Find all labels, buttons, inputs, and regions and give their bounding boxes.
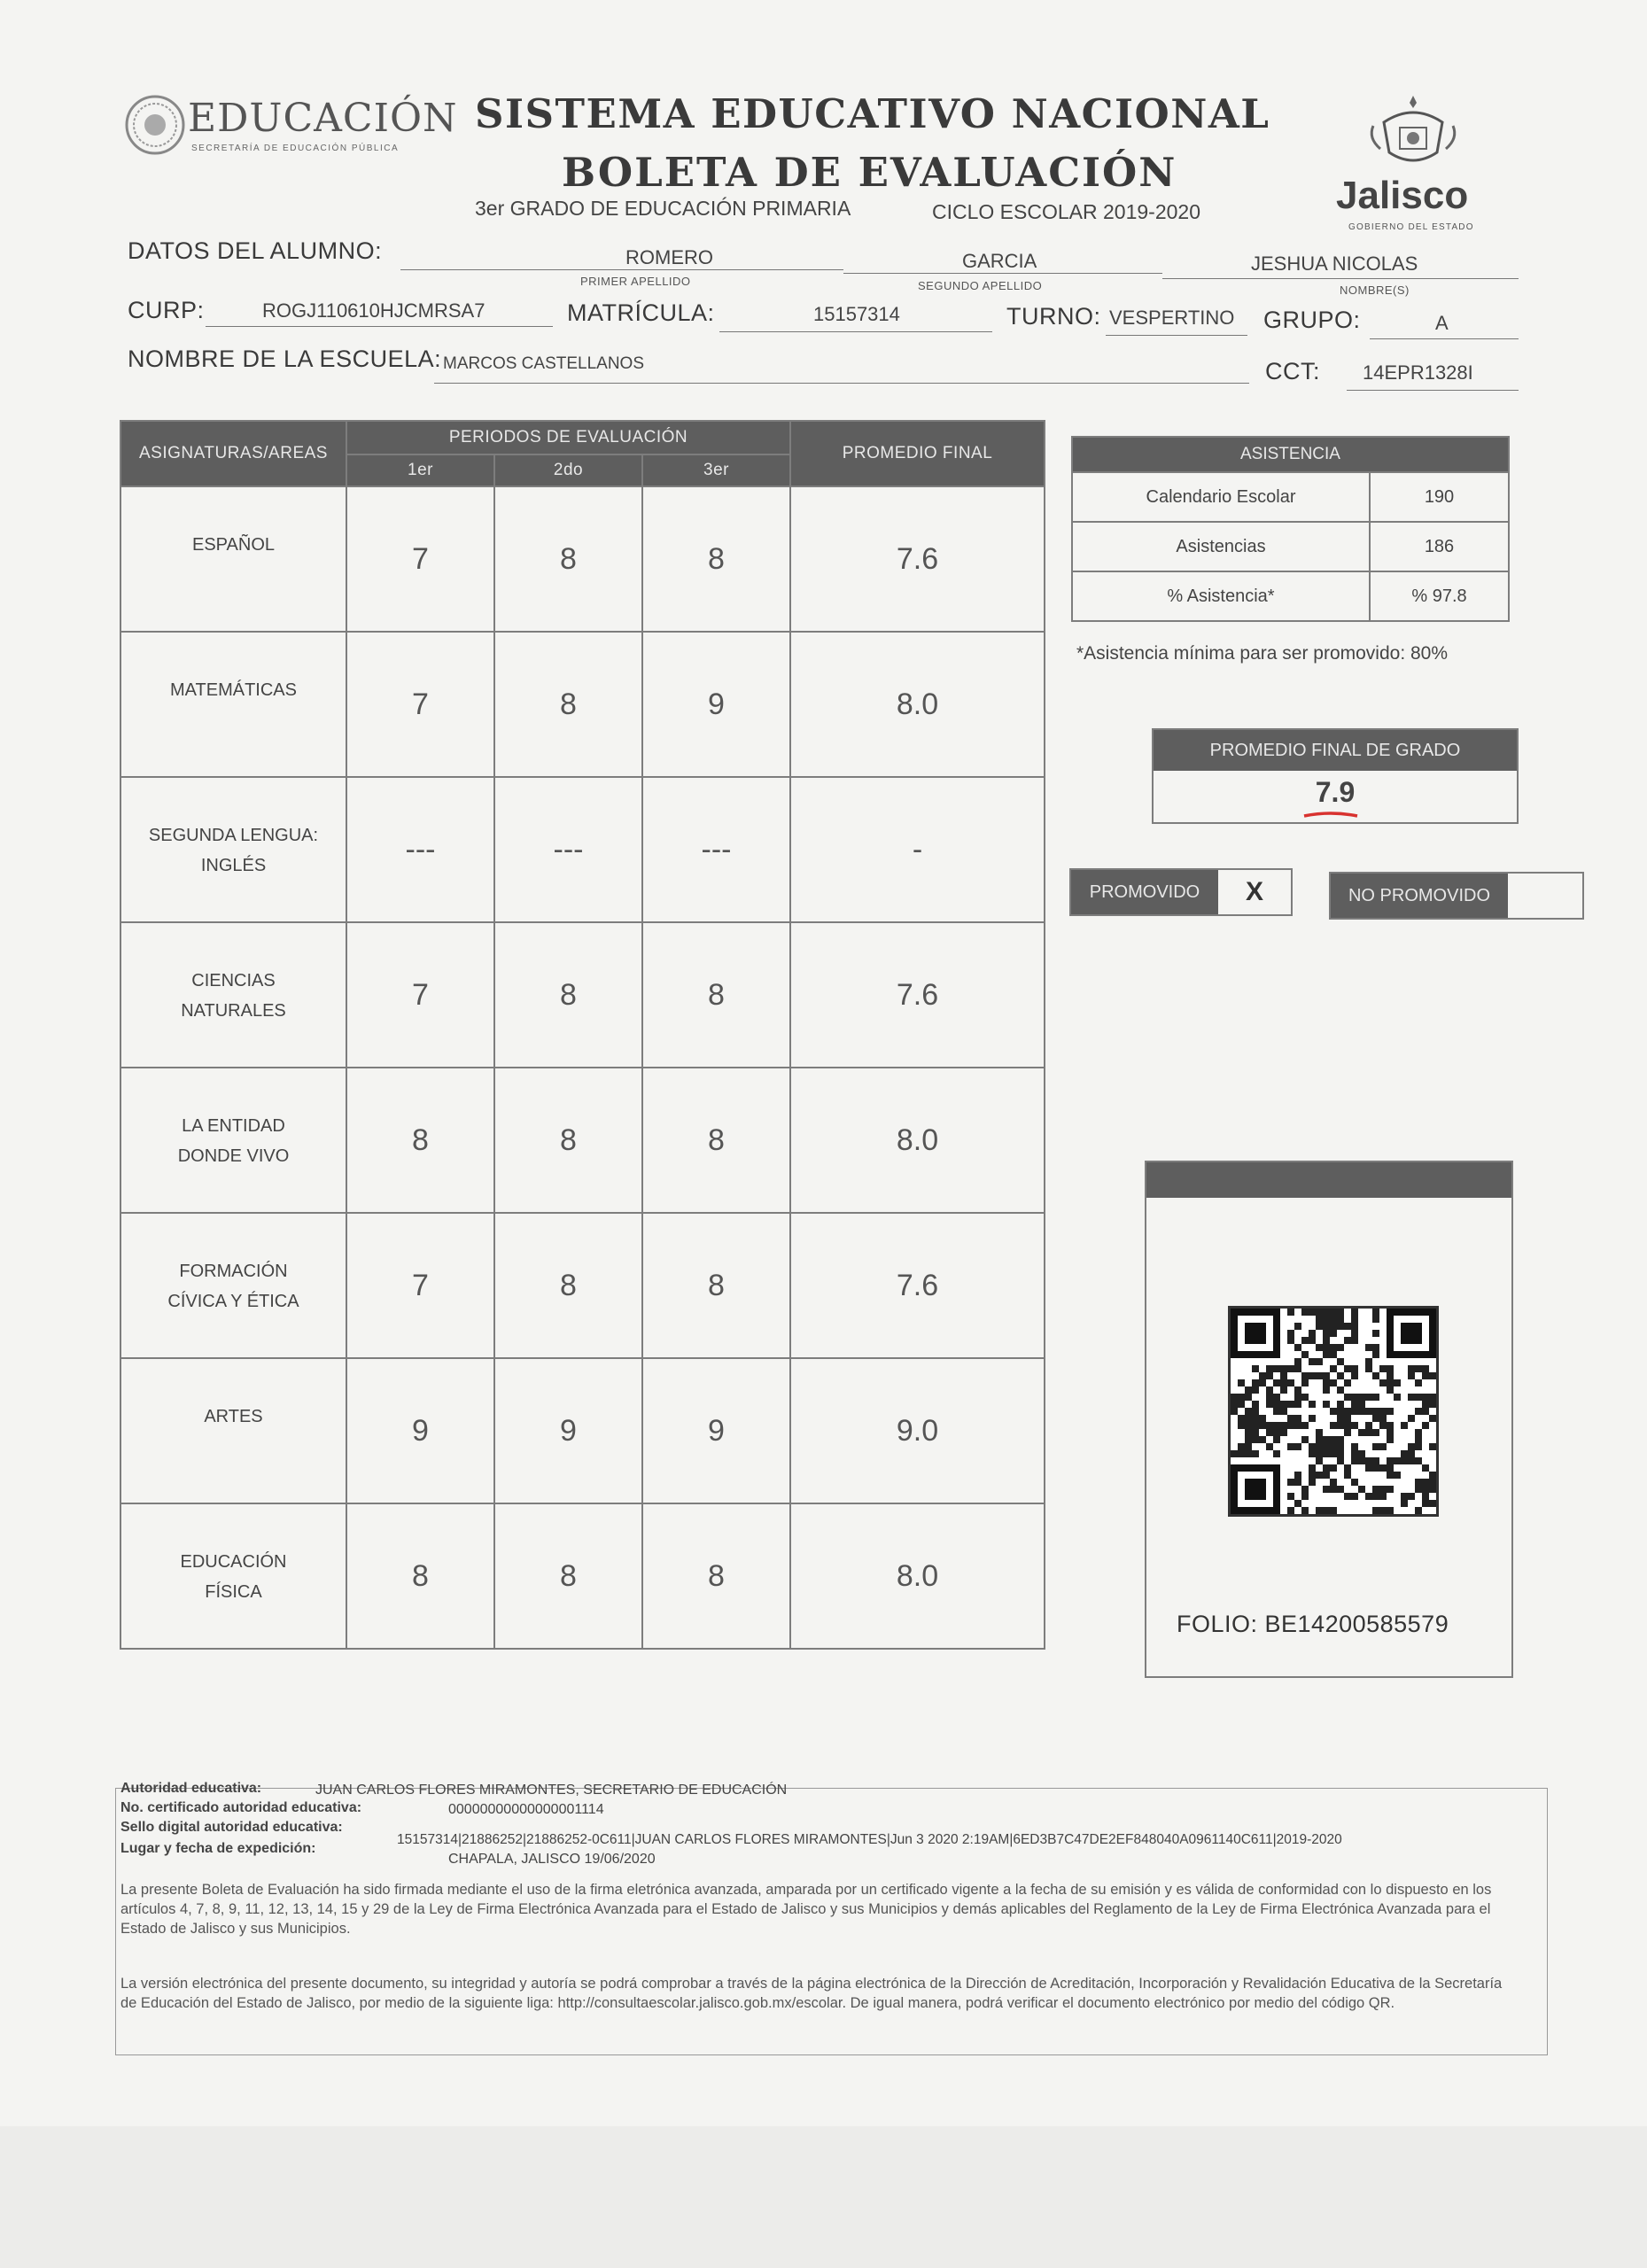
grade-p2: 9 xyxy=(494,1358,642,1503)
subject-name: SEGUNDA LENGUA: xyxy=(148,826,319,845)
grade-p1: 7 xyxy=(346,1213,494,1358)
scan-background xyxy=(0,2126,1647,2268)
sello-value: 15157314|21886252|21886252-0C611|JUAN CARLOS FLORES MIRAMONTES|Jun 3 2020 2:19AM|6ED3B7C47DE2EF848040A0961140C611|2019-2020 xyxy=(397,1832,1342,1847)
grade-final: 9.0 xyxy=(790,1358,1045,1503)
table-row xyxy=(120,922,1045,1068)
grade-p2: --- xyxy=(494,777,642,922)
final-grade-label: PROMEDIO FINAL DE GRADO xyxy=(1154,730,1517,771)
certificado-value: 00000000000000001114 xyxy=(448,1802,604,1817)
turno-line xyxy=(1106,335,1247,336)
cct-value: 14EPR1328I xyxy=(1363,361,1473,384)
subject-name: FORMACIÓN xyxy=(179,1262,288,1281)
qr-code xyxy=(1228,1306,1439,1517)
subject-cell xyxy=(120,1068,346,1213)
autoridad-label: Autoridad educativa: xyxy=(120,1781,262,1796)
jalisco-logo-text: Jalisco xyxy=(1336,174,1469,217)
sello-label: Sello digital autoridad educativa: xyxy=(120,1820,343,1835)
subject-name: CIENCIAS xyxy=(191,971,276,990)
final-grade-value: 7.9 xyxy=(1315,776,1356,808)
subject-cell xyxy=(120,486,346,632)
subject-name-line2: DONDE VIVO xyxy=(177,1146,290,1166)
grupo-label: GRUPO: xyxy=(1263,307,1361,333)
grade-p1: 8 xyxy=(346,1503,494,1649)
table-row xyxy=(120,1068,1045,1213)
school-name-line xyxy=(434,383,1249,384)
grade-final: 7.6 xyxy=(790,486,1045,632)
first-surname-caption: PRIMER APELLIDO xyxy=(580,275,691,288)
table-row xyxy=(120,1358,1045,1503)
first-surname-line xyxy=(400,269,843,270)
matricula-line xyxy=(719,331,992,332)
autoridad-value: JUAN CARLOS FLORES MIRAMONTES, SECRETARIO DE EDUCACIÓN xyxy=(315,1783,788,1798)
student-data-label: DATOS DEL ALUMNO: xyxy=(128,237,383,264)
given-names-line xyxy=(1162,278,1519,279)
col-header-p3: 3er xyxy=(642,454,790,486)
school-cycle: CICLO ESCOLAR 2019-2020 xyxy=(932,200,1200,223)
grade-p3: 8 xyxy=(642,1068,790,1213)
grade-p3: 8 xyxy=(642,486,790,632)
subject-cell xyxy=(120,1503,346,1649)
subject-name-line2: FÍSICA xyxy=(205,1582,262,1602)
grade-p1: 7 xyxy=(346,922,494,1068)
table-row xyxy=(120,1213,1045,1358)
col-header-p2: 2do xyxy=(494,454,642,486)
first-surname: ROMERO xyxy=(625,246,713,268)
sep-logo-text: EDUCACIÓN xyxy=(188,96,458,141)
cct-label: CCT: xyxy=(1265,358,1320,384)
subject-name-line2: NATURALES xyxy=(181,1001,286,1021)
subject-name: MATEMÁTICAS xyxy=(170,680,297,700)
subject-name: EDUCACIÓN xyxy=(180,1552,287,1572)
grade-p2: 8 xyxy=(494,632,642,777)
promovido-label: PROMOVIDO xyxy=(1071,870,1218,914)
grade-final: 8.0 xyxy=(790,632,1045,777)
lugar-label: Lugar y fecha de expedición: xyxy=(120,1841,316,1856)
attendance-label: % Asistencia* xyxy=(1072,571,1370,621)
legal-paragraph-2: La versión electrónica del presente documento, su integridad y autoría se podrá comprobar a través de la página electrónica de la Dirección de Acreditación, Incorporación y Revalidación Educativa de la Secretaría de Educación del Estado de Jalisco, por medio de la siguiente liga: http://consultaescolar.jalisco.gob.mx/escolar. De igual manera, podrá verificar el documento electrónico por medio del código QR. xyxy=(120,1976,1503,2011)
subject-cell xyxy=(120,1213,346,1358)
lugar-value: CHAPALA, JALISCO 19/06/2020 xyxy=(448,1852,656,1867)
table-row xyxy=(120,486,1045,632)
attendance-label: Calendario Escolar xyxy=(1072,472,1370,522)
subject-cell xyxy=(120,922,346,1068)
subject-name: ARTES xyxy=(204,1407,263,1426)
second-surname: GARCIA xyxy=(962,250,1037,272)
table-row xyxy=(120,632,1045,777)
grade-p1: 7 xyxy=(346,632,494,777)
curp-value: ROGJ110610HJCMRSA7 xyxy=(262,299,486,322)
subject-cell xyxy=(120,1358,346,1503)
grade-final: 7.6 xyxy=(790,1213,1045,1358)
certificado-label: No. certificado autoridad educativa: xyxy=(120,1800,362,1815)
grade-p2: 8 xyxy=(494,486,642,632)
school-name-value: MARCOS CASTELLANOS xyxy=(443,354,644,373)
grade-p1: 9 xyxy=(346,1358,494,1503)
col-header-subject: ASIGNATURAS/AREAS xyxy=(120,421,346,486)
attendance-value: 190 xyxy=(1370,472,1509,522)
attendance-row xyxy=(1072,472,1509,522)
col-header-p1: 1er xyxy=(346,454,494,486)
grade-p2: 8 xyxy=(494,922,642,1068)
turno-label: TURNO: xyxy=(1006,303,1101,330)
curp-label: CURP: xyxy=(128,297,205,323)
grade-p1: 8 xyxy=(346,1068,494,1213)
jalisco-logo-subtitle: GOBIERNO DEL ESTADO xyxy=(1348,222,1474,232)
second-surname-line xyxy=(843,273,1162,274)
legal-paragraph-1: La presente Boleta de Evaluación ha sido firmada mediante el uso de la firma eletrónica avanzada, amparada por un certificado vigente a la fecha de su emisión y es válida de conformidad con lo dispuesto en los artículos 4, 7, 8, 9, 11, 12, 13, 14, 15 y 29 de la Ley de Firma Electrónica Avanzada para el Estado de Jalisco y sus Municipios y demás aplicables del Reglamento de la Ley de Firma Electrónica Avanzada para el Estado de Jalisco y sus Municipios. xyxy=(120,1882,1492,1937)
school-name-label: NOMBRE DE LA ESCUELA: xyxy=(128,346,442,372)
attendance-value: 186 xyxy=(1370,522,1509,571)
subject-name-line2: INGLÉS xyxy=(200,856,267,875)
subject-name: LA ENTIDAD xyxy=(182,1116,285,1136)
table-row xyxy=(120,1503,1045,1649)
col-header-final: PROMEDIO FINAL xyxy=(790,421,1045,486)
subject-cell xyxy=(120,777,346,922)
grade-p3: 8 xyxy=(642,1503,790,1649)
cct-line xyxy=(1347,390,1519,391)
matricula-value: 15157314 xyxy=(813,303,900,325)
attendance-value: % 97.8 xyxy=(1370,571,1509,621)
attendance-title: ASISTENCIA xyxy=(1072,437,1509,472)
attendance-label: Asistencias xyxy=(1072,522,1370,571)
folio-text: FOLIO: BE14200585579 xyxy=(1177,1611,1449,1637)
matricula-label: MATRÍCULA: xyxy=(567,299,715,326)
grade-line: 3er GRADO DE EDUCACIÓN PRIMARIA xyxy=(475,197,851,220)
attendance-row xyxy=(1072,571,1509,621)
grade-p3: 8 xyxy=(642,1213,790,1358)
sep-logo-subtitle: SECRETARÍA DE EDUCACIÓN PÚBLICA xyxy=(191,144,400,153)
grade-p3: 9 xyxy=(642,632,790,777)
grade-p2: 8 xyxy=(494,1503,642,1649)
subject-cell xyxy=(120,632,346,777)
promovido-mark: X xyxy=(1245,877,1263,906)
promovido-box xyxy=(1069,868,1293,916)
second-surname-caption: SEGUNDO APELLIDO xyxy=(918,279,1043,292)
grade-p1: 7 xyxy=(346,486,494,632)
jalisco-crest-icon xyxy=(1364,90,1462,175)
no-promovido-box xyxy=(1329,872,1584,920)
grades-table xyxy=(120,420,1045,1650)
attendance-table xyxy=(1071,436,1510,622)
attendance-note: *Asistencia mínima para ser promovido: 80% xyxy=(1076,643,1449,664)
col-header-periods: PERIODOS DE EVALUACIÓN xyxy=(346,421,790,454)
given-names-caption: NOMBRE(S) xyxy=(1340,284,1410,297)
no-promovido-mark xyxy=(1508,874,1582,918)
table-row xyxy=(120,777,1045,922)
grade-p2: 8 xyxy=(494,1213,642,1358)
grupo-line xyxy=(1370,338,1519,339)
grade-p2: 8 xyxy=(494,1068,642,1213)
document-title: BOLETA DE EVALUACIÓN xyxy=(562,149,1177,196)
grade-final: 8.0 xyxy=(790,1068,1045,1213)
main-title: SISTEMA EDUCATIVO NACIONAL xyxy=(475,90,1270,137)
subject-name: ESPAÑOL xyxy=(192,535,275,555)
curp-line xyxy=(206,326,553,327)
attendance-row xyxy=(1072,522,1509,571)
grupo-value: A xyxy=(1435,312,1449,334)
grade-final: - xyxy=(790,777,1045,922)
grade-p1: --- xyxy=(346,777,494,922)
grade-final: 8.0 xyxy=(790,1503,1045,1649)
red-underline-mark xyxy=(1302,808,1359,817)
given-names: JESHUA NICOLAS xyxy=(1251,252,1418,275)
turno-value: VESPERTINO xyxy=(1109,307,1235,329)
qr-panel-header xyxy=(1146,1162,1511,1198)
subject-name-line2: CÍVICA Y ÉTICA xyxy=(167,1292,299,1311)
grade-p3: --- xyxy=(642,777,790,922)
sep-seal-icon xyxy=(124,94,186,156)
no-promovido-label: NO PROMOVIDO xyxy=(1331,874,1508,918)
grade-p3: 9 xyxy=(642,1358,790,1503)
grade-final: 7.6 xyxy=(790,922,1045,1068)
grade-p3: 8 xyxy=(642,922,790,1068)
